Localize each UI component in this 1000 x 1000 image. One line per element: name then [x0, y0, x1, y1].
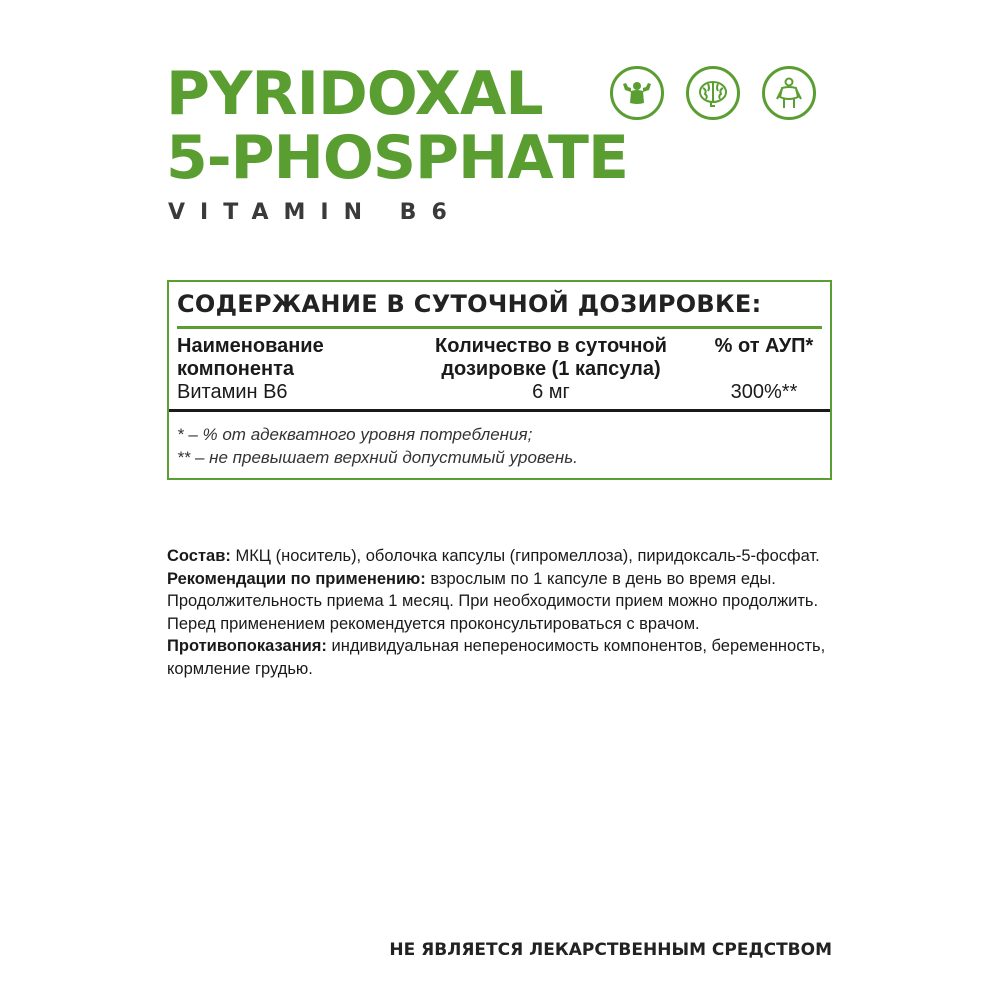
column-header-quantity-line2: дозировке (1 капсула) — [441, 358, 661, 380]
column-header-quantity — [415, 335, 687, 381]
muscle-icon — [610, 66, 664, 120]
column-header-quantity-line1: Количество в суточной — [435, 335, 667, 357]
composition-label: Состав: — [167, 547, 231, 565]
contraindications-label: Противопоказания: — [167, 637, 327, 655]
divider — [169, 409, 830, 412]
body-icon — [762, 66, 816, 120]
title-line-1: PYRIDOXAL — [166, 59, 543, 129]
brain-icon — [686, 66, 740, 120]
column-header-name-line1: Наименование — [177, 335, 324, 357]
usage-paragraph — [167, 568, 832, 636]
divider — [177, 326, 822, 329]
dose-table-title: СОДЕРЖАНИЕ В СУТОЧНОЙ ДОЗИРОВКЕ: — [177, 290, 762, 318]
daily-dose-table — [167, 280, 832, 480]
footnote-2: ** – не превышает верхний допустимый уровень. — [177, 448, 578, 467]
row-component-percent: 300%** — [730, 381, 798, 403]
title-line-2: 5-PHOSPHATE — [166, 123, 628, 193]
not-medicine-disclaimer: НЕ ЯВЛЯЕТСЯ ЛЕКАРСТВЕННЫМ СРЕДСТВОМ — [389, 940, 832, 960]
column-header-percent: % от АУП* — [714, 335, 814, 357]
contraindications-paragraph — [167, 635, 832, 680]
column-header-name-line2: компонента — [177, 358, 294, 380]
product-info — [167, 545, 832, 680]
composition-paragraph — [167, 545, 832, 568]
product-subtitle: VITAMIN B6 — [168, 200, 462, 225]
benefit-icons — [610, 66, 816, 120]
composition-text: МКЦ (носитель), оболочка капсулы (гипромеллоза), пиридоксаль-5-фосфат. — [230, 547, 820, 565]
usage-label: Рекомендации по применению: — [167, 569, 426, 588]
footnote-1: * – % от адекватного уровня потребления; — [177, 425, 533, 444]
contraindications-text: индивидуальная непереносимость компонентов, беременность, кормление грудью. — [167, 637, 826, 678]
row-component-name: Витамин В6 — [177, 381, 288, 403]
usage-text: взрослым по 1 капсуле в день во время еды. Продолжительность приема 1 месяц. При необходимости прием можно продолжить. Перед применением рекомендуется проконсультироваться с врачом. — [167, 569, 819, 633]
product-title — [166, 59, 628, 193]
row-component-quantity: 6 мг — [532, 381, 570, 403]
column-header-name — [177, 335, 324, 381]
